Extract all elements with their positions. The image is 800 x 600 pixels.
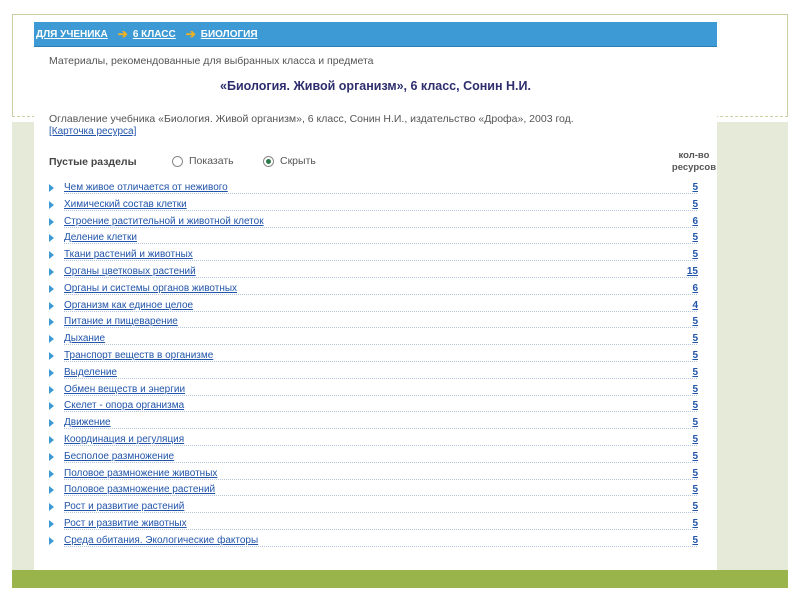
- dotted-leader: [64, 529, 697, 530]
- triangle-bullet-icon: [49, 218, 54, 226]
- section-row: [34, 198, 717, 215]
- dotted-leader: [64, 210, 697, 211]
- section-link[interactable]: Деление клетки: [64, 232, 137, 244]
- section-row: [34, 500, 717, 517]
- section-row: [34, 248, 717, 265]
- section-count[interactable]: 5: [692, 400, 698, 412]
- section-count[interactable]: 5: [692, 249, 698, 261]
- section-row: [34, 215, 717, 232]
- sections-list: [34, 181, 717, 551]
- section-count[interactable]: 5: [692, 198, 698, 210]
- section-row: [34, 265, 717, 282]
- slide-footer-bar: [12, 570, 788, 588]
- triangle-bullet-icon: [49, 318, 54, 326]
- triangle-bullet-icon: [49, 302, 54, 310]
- section-row: [34, 399, 717, 416]
- dotted-leader: [64, 344, 697, 345]
- section-row: [34, 416, 717, 433]
- section-link[interactable]: Рост и развитие животных: [64, 517, 187, 529]
- section-row: [34, 282, 717, 299]
- triangle-bullet-icon: [49, 285, 54, 293]
- dotted-leader: [64, 445, 697, 446]
- triangle-bullet-icon: [49, 419, 54, 427]
- arrow-right-icon: ➔: [117, 27, 128, 41]
- section-count[interactable]: 4: [692, 299, 698, 311]
- section-row: [34, 299, 717, 316]
- dotted-leader: [64, 260, 697, 261]
- section-count[interactable]: 5: [692, 182, 698, 193]
- filter-label: Пустые разделы: [49, 156, 137, 168]
- section-row: [34, 517, 717, 534]
- section-row: [34, 483, 717, 500]
- dotted-leader: [64, 361, 697, 362]
- dotted-leader: [64, 462, 697, 463]
- section-count[interactable]: 5: [692, 383, 698, 395]
- triangle-bullet-icon: [49, 251, 54, 259]
- section-link[interactable]: Движение: [64, 417, 111, 429]
- section-row: [34, 349, 717, 366]
- show-radio-label: Показать: [189, 155, 234, 167]
- section-count[interactable]: 5: [692, 484, 698, 496]
- dotted-leader: [64, 378, 697, 379]
- section-count[interactable]: 5: [692, 417, 698, 429]
- section-count[interactable]: 5: [692, 501, 698, 513]
- section-count[interactable]: 5: [692, 534, 698, 546]
- section-link[interactable]: Органы цветковых растений: [64, 265, 196, 277]
- triangle-bullet-icon: [49, 503, 54, 511]
- triangle-bullet-icon: [49, 402, 54, 410]
- dotted-leader: [64, 495, 697, 496]
- book-title: «Биология. Живой организм», 6 класс, Сонин Н.И.: [220, 79, 531, 93]
- triangle-bullet-icon: [49, 453, 54, 461]
- section-count[interactable]: 5: [692, 333, 698, 345]
- section-count[interactable]: 5: [692, 232, 698, 244]
- dotted-leader: [64, 277, 697, 278]
- dotted-leader: [64, 243, 697, 244]
- materials-text: Материалы, рекомендованные для выбранных класса и предмета: [49, 55, 374, 67]
- dotted-leader: [64, 395, 697, 396]
- triangle-bullet-icon: [49, 352, 54, 360]
- triangle-bullet-icon: [49, 184, 54, 192]
- dotted-leader: [64, 327, 697, 328]
- slide-frame-top: [12, 14, 788, 15]
- section-link[interactable]: Рост и развитие растений: [64, 501, 185, 513]
- dotted-leader: [64, 227, 697, 228]
- section-link[interactable]: Половое размножение животных: [64, 467, 218, 479]
- resource-card-label: [Карточка ресурса]: [49, 126, 137, 137]
- section-count[interactable]: 6: [692, 282, 698, 294]
- section-row: [34, 315, 717, 332]
- arrow-right-icon: ➔: [185, 27, 196, 41]
- section-count[interactable]: 5: [692, 467, 698, 479]
- section-row: [34, 433, 717, 450]
- triangle-bullet-icon: [49, 369, 54, 377]
- section-link[interactable]: Питание и пищеварение: [64, 316, 178, 328]
- section-link[interactable]: Организм как единое целое: [64, 299, 194, 311]
- section-row: [34, 467, 717, 484]
- hide-radio[interactable]: [263, 155, 316, 167]
- section-link[interactable]: Ткани растений и животных: [64, 249, 193, 261]
- section-count[interactable]: 5: [692, 433, 698, 445]
- count-header: кол-во ресурсов: [671, 150, 717, 173]
- triangle-bullet-icon: [49, 201, 54, 209]
- section-link[interactable]: Половое размножение растений: [64, 484, 216, 496]
- resource-card-link[interactable]: [49, 126, 717, 137]
- radio-unchecked-icon: [172, 156, 183, 167]
- breadcrumb-student[interactable]: ДЛЯ УЧЕНИКА: [36, 28, 108, 40]
- triangle-bullet-icon: [49, 520, 54, 528]
- triangle-bullet-icon: [49, 335, 54, 343]
- hide-radio-label: Скрыть: [280, 155, 316, 167]
- section-count[interactable]: 5: [692, 450, 698, 462]
- section-link[interactable]: Химический состав клетки: [64, 198, 187, 210]
- triangle-bullet-icon: [49, 268, 54, 276]
- dotted-leader: [64, 479, 697, 480]
- section-count[interactable]: 5: [692, 349, 698, 361]
- section-count[interactable]: 5: [692, 366, 698, 378]
- section-row: [34, 332, 717, 349]
- section-row: [34, 181, 717, 198]
- section-row: [34, 366, 717, 383]
- triangle-bullet-icon: [49, 470, 54, 478]
- section-row: [34, 534, 717, 551]
- section-row: [34, 450, 717, 467]
- screenshot-content: [34, 22, 717, 570]
- dotted-leader: [64, 428, 697, 429]
- dotted-leader: [64, 193, 697, 194]
- section-link[interactable]: Транспорт веществ в организме: [64, 349, 214, 361]
- section-count[interactable]: 6: [692, 215, 698, 227]
- section-count[interactable]: 15: [686, 265, 698, 277]
- section-row: [34, 231, 717, 248]
- breadcrumb-subject[interactable]: БИОЛОГИЯ: [200, 28, 258, 40]
- dotted-leader: [64, 311, 697, 312]
- section-link[interactable]: Чем живое отличается от неживого: [64, 182, 228, 193]
- section-link[interactable]: Дыхание: [64, 333, 106, 345]
- triangle-bullet-icon: [49, 436, 54, 444]
- show-radio[interactable]: [172, 155, 234, 167]
- breadcrumb-grade[interactable]: 6 КЛАСС: [132, 28, 176, 40]
- section-count[interactable]: 5: [692, 517, 698, 529]
- toc-description: Оглавление учебника «Биология. Живой организм», 6 класс, Сонин Н.И., издательство «Дрофа», 2003 год.: [49, 113, 574, 125]
- triangle-bullet-icon: [49, 386, 54, 394]
- dotted-leader: [64, 294, 697, 295]
- empty-sections-filter: [34, 151, 717, 179]
- section-row: [34, 383, 717, 400]
- section-link[interactable]: Бесполое размножение: [64, 450, 175, 462]
- section-count[interactable]: 5: [692, 316, 698, 328]
- section-link[interactable]: Координация и регуляция: [64, 433, 185, 445]
- dotted-leader: [64, 411, 697, 412]
- dotted-leader: [64, 512, 697, 513]
- section-link[interactable]: Выделение: [64, 366, 117, 378]
- breadcrumb: [34, 22, 717, 47]
- section-link[interactable]: Строение растительной и животной клеток: [64, 215, 264, 227]
- triangle-bullet-icon: [49, 486, 54, 494]
- slide-frame-right: [787, 14, 788, 116]
- radio-checked-icon: [263, 156, 274, 167]
- section-link[interactable]: Скелет - опора организма: [64, 400, 185, 412]
- dotted-leader: [64, 546, 697, 547]
- triangle-bullet-icon: [49, 234, 54, 242]
- section-link[interactable]: Среда обитания. Экологические факторы: [64, 534, 259, 546]
- triangle-bullet-icon: [49, 537, 54, 545]
- section-link[interactable]: Обмен веществ и энергии: [64, 383, 186, 395]
- section-link[interactable]: Органы и системы органов животных: [64, 282, 238, 294]
- slide-frame-left: [12, 14, 13, 116]
